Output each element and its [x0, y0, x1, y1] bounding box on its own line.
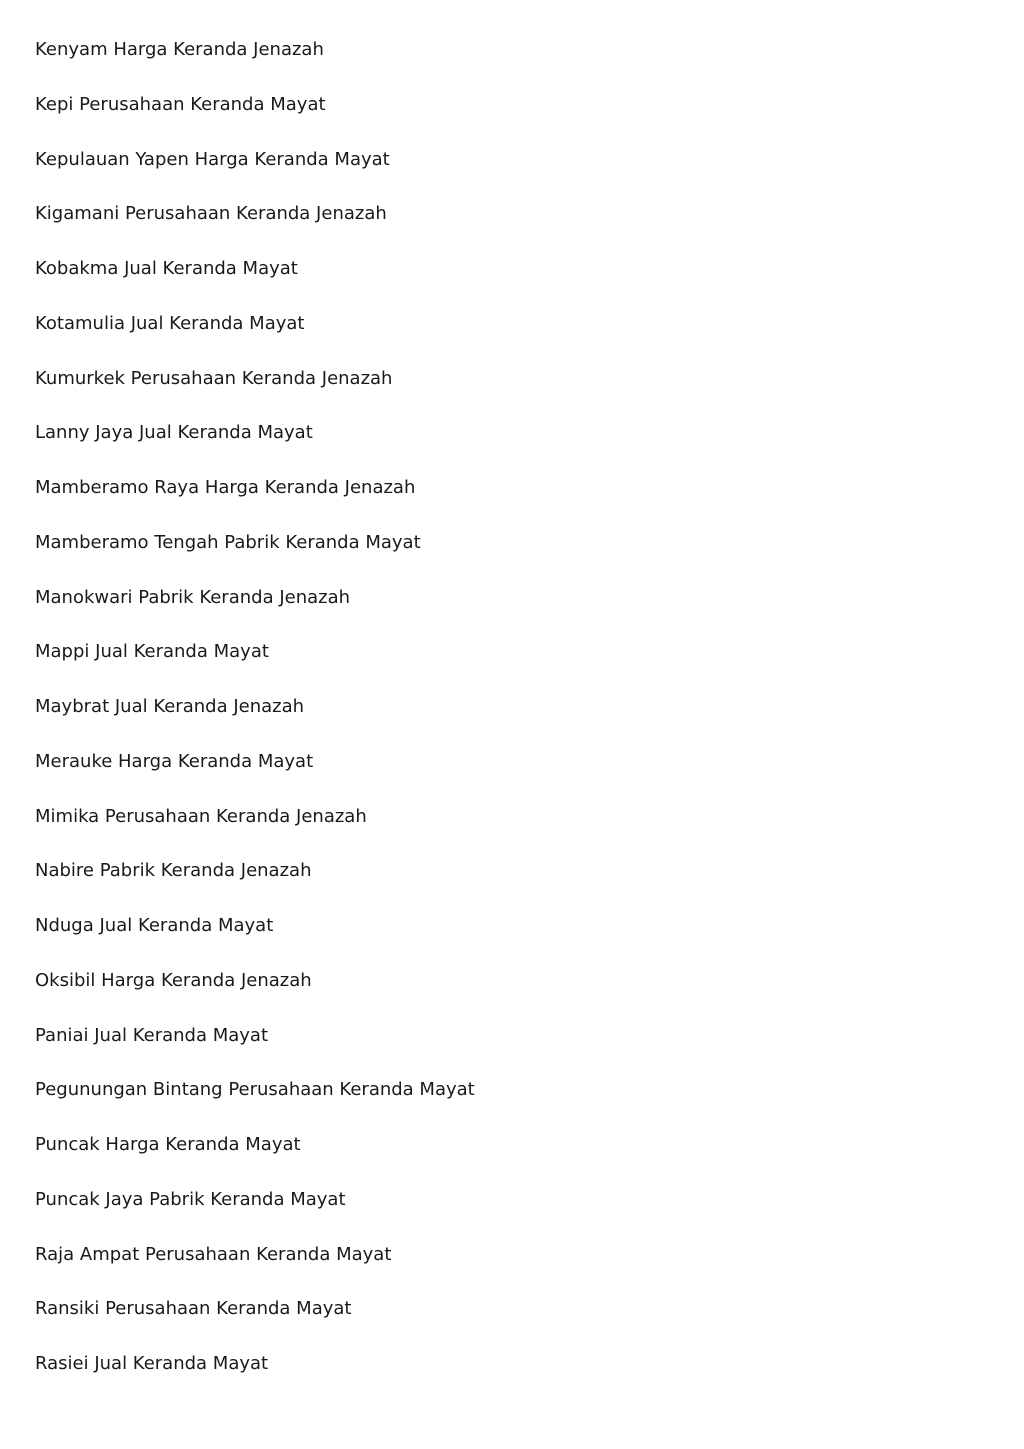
list-item: Puncak Harga Keranda Mayat — [35, 1134, 301, 1155]
list-item: Raja Ampat Perusahaan Keranda Mayat — [35, 1243, 392, 1265]
list-item: Paniai Jual Keranda Mayat — [35, 1024, 269, 1046]
list-item: Kumurkek Perusahaan Keranda Jenazah — [35, 367, 393, 389]
list-item: Rasiei Jual Keranda Mayat — [35, 1353, 269, 1374]
list-item: Nduga Jual Keranda Mayat — [35, 915, 274, 936]
list-item: Kobakma Jual Keranda Mayat — [35, 258, 298, 279]
list-item: Nabire Pabrik Keranda Jenazah — [35, 860, 312, 882]
list-item: Merauke Harga Keranda Mayat — [35, 750, 314, 772]
list-item: Kepulauan Yapen Harga Keranda Mayat — [35, 148, 390, 170]
list-item: Manokwari Pabrik Keranda Jenazah — [35, 586, 351, 608]
list-item: Kepi Perusahaan Keranda Mayat — [35, 93, 326, 115]
list-item: Mimika Perusahaan Keranda Jenazah — [35, 805, 367, 827]
list-item: Lanny Jaya Jual Keranda Mayat — [35, 422, 313, 444]
list-item: Mamberamo Raya Harga Keranda Jenazah — [35, 477, 416, 498]
list-item: Kigamani Perusahaan Keranda Jenazah — [35, 203, 387, 225]
location-list — [35, 37, 935, 1406]
list-item: Kotamulia Jual Keranda Mayat — [35, 312, 305, 334]
list-item: Mappi Jual Keranda Mayat — [35, 641, 269, 663]
list-item: Mamberamo Tengah Pabrik Keranda Mayat — [35, 531, 421, 553]
list-item: Oksibil Harga Keranda Jenazah — [35, 969, 312, 991]
list-item: Puncak Jaya Pabrik Keranda Mayat — [35, 1188, 346, 1210]
list-item: Pegunungan Bintang Perusahaan Keranda Mayat — [35, 1079, 475, 1101]
list-item: Ransiki Perusahaan Keranda Mayat — [35, 1298, 352, 1320]
list-item: Kenyam Harga Keranda Jenazah — [35, 39, 324, 60]
list-item: Maybrat Jual Keranda Jenazah — [35, 696, 305, 717]
